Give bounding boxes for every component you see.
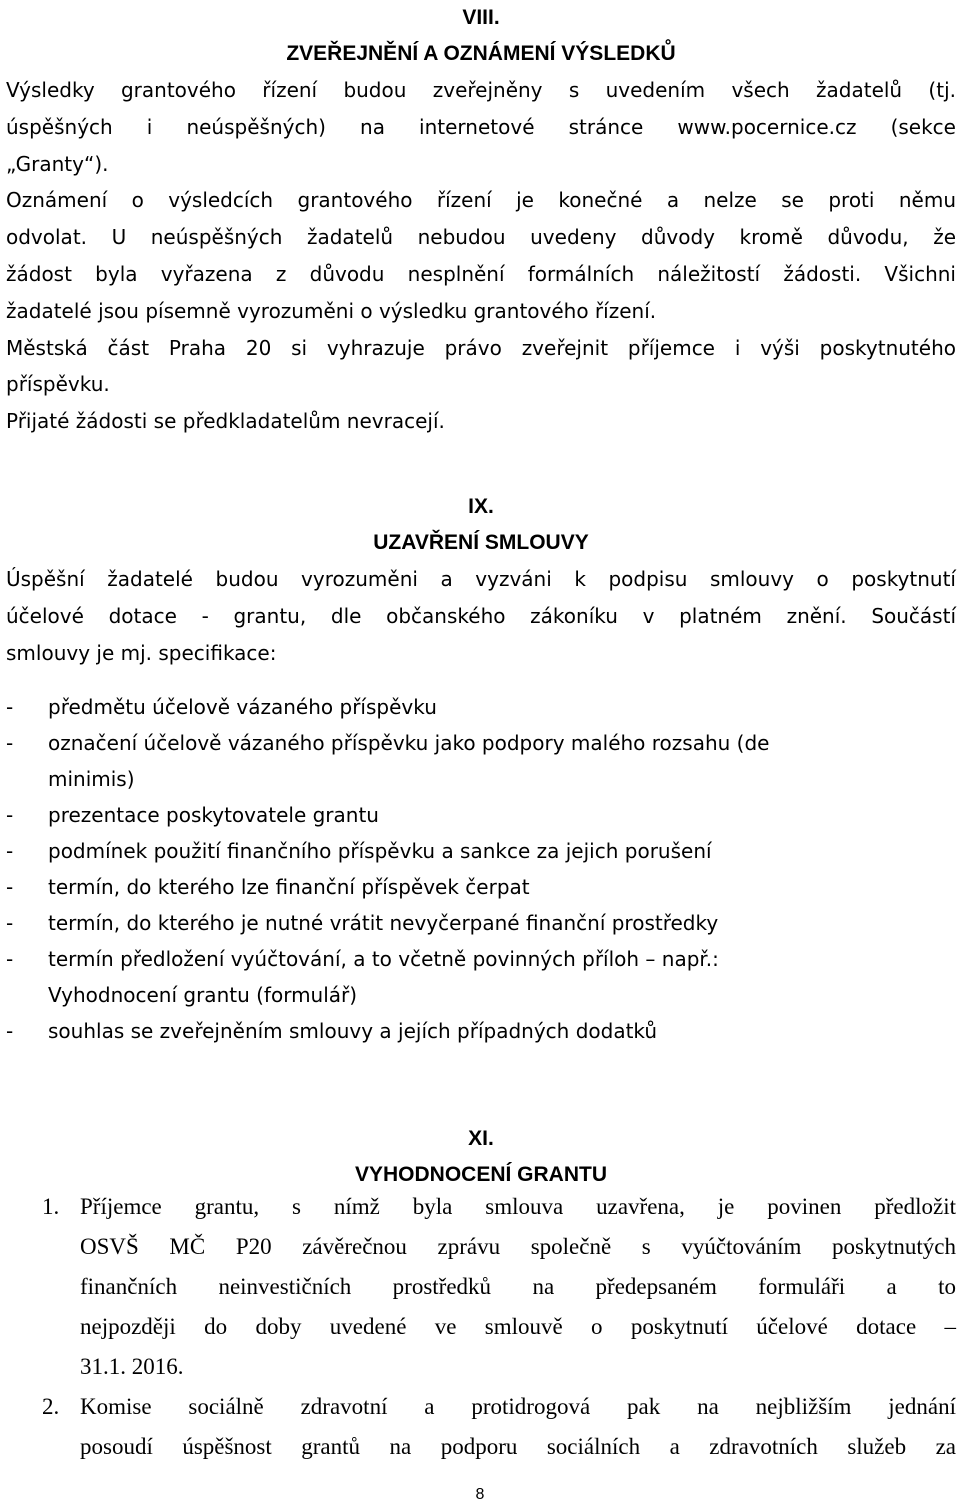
body-line: Městská část Praha 20 si vyhrazuje právo zveřejnit příjemce i výši poskytnutého [6,335,956,360]
item-line: Příjemce grantu, s nímž byla smlouva uzavřena, je povinen předložit [80,1194,956,1219]
list-item [6,1013,956,1049]
list-item [6,797,956,833]
body-line: Oznámení o výsledcích grantového řízení je konečné a nelze se proti němu [6,188,956,213]
body-line: Výsledky grantového řízení budou zveřejněny s uvedením všech žadatelů (tj. [6,78,956,102]
list-dash: - [6,911,14,936]
list-item-text: předmětu účelově vázaného příspěvku [48,695,437,720]
list-item [6,905,956,941]
section-xi-number: XI. [468,1127,494,1150]
body-line: odvolat. U neúspěšných žadatelů nebudou uvedeny důvody kromě důvodu, že [6,225,956,250]
list-item [6,725,956,797]
section-ix-number: IX. [468,495,494,518]
section-viii [6,0,956,440]
evaluation-list [6,1187,956,1467]
section-ix [6,489,956,1049]
list-dash: - [6,803,14,828]
numbered-item [6,1387,956,1467]
specification-list [6,689,956,1049]
list-dash: - [6,875,14,900]
section-ix-title: UZAVŘENÍ SMLOUVY [373,531,589,554]
numbered-item [6,1187,956,1387]
section-viii-number: VIII. [462,6,500,29]
list-item [6,833,956,869]
list-item [6,869,956,905]
list-item [6,941,956,1013]
list-item-text-continued: minimis) [48,767,135,792]
list-dash: - [6,947,14,972]
body-line: žádost byla vyřazena z důvodu nesplnění formálních náležitostí žádosti. Všichni [6,261,956,286]
item-number: 1. [42,1194,60,1219]
list-dash: - [6,1019,14,1044]
body-line: žadatelé jsou písemně vyrozuměni o výsledku grantového řízení. [6,298,657,323]
list-item [6,689,956,725]
list-item-text: prezentace poskytovatele grantu [48,803,379,828]
section-ix-body [6,561,956,671]
list-item-text: podmínek použití finančního příspěvku a sankce za jejich porušení [48,839,712,864]
section-viii-title: ZVEŘEJNĚNÍ A OZNÁMENÍ VÝSLEDKŮ [286,42,676,65]
section-xi-title: VYHODNOCENÍ GRANTU [354,1163,607,1186]
list-item-text: termín, do kterého lze finanční příspěvek čerpat [48,875,530,900]
item-line: posoudí úspěšnost grantů na podporu sociálních a zdravotních služeb za [80,1434,956,1459]
item-line: OSVŠ MČ P20 závěrečnou zprávu společně s vyúčtováním poskytnutých [80,1234,956,1259]
body-line: Úspěšní žadatelé budou vyrozuměni a vyzváni k podpisu smlouvy o poskytnutí [6,567,956,591]
body-line: „Granty“). [6,151,109,176]
body-line: smlouvy je mj. specifikace: [6,640,277,665]
list-dash: - [6,839,14,864]
item-line: 31.1. 2016. [80,1354,184,1379]
list-item-text: termín předložení vyúčtování, a to včetně povinných příloh – např.: [48,947,719,972]
section-viii-body [6,72,956,440]
item-line: nejpozději do doby uvedené ve smlouvě o poskytnutí účelové dotace – [80,1314,956,1339]
item-line: finančních neinvestičních prostředků na předepsaném formuláři a to [80,1274,956,1299]
list-item-text-continued: Vyhodnocení grantu (formulář) [48,983,358,1008]
list-item-text: souhlas se zveřejněním smlouvy a jejích případných dodatků [48,1019,658,1044]
body-line: účelové dotace - grantu, dle občanského zákoníku v platném znění. Součástí [6,603,956,628]
list-item-text: termín, do kterého je nutné vrátit nevyčerpané finanční prostředky [48,911,719,936]
page-number: 8 [475,1486,485,1503]
item-number: 2. [42,1394,60,1419]
section-xi [6,1121,956,1467]
list-dash: - [6,731,14,756]
item-line: Komise sociálně zdravotní a protidrogová pak na nejbližším jednání [80,1394,956,1419]
list-item-text: označení účelově vázaného příspěvku jako podpory malého rozsahu (de [48,731,770,756]
body-line: Přijaté žádosti se předkladatelům nevracejí. [6,409,445,434]
list-dash: - [6,695,14,720]
body-line: příspěvku. [6,372,110,397]
body-line: úspěšných i neúspěšných) na internetové stránce www.pocernice.cz (sekce [6,114,956,139]
